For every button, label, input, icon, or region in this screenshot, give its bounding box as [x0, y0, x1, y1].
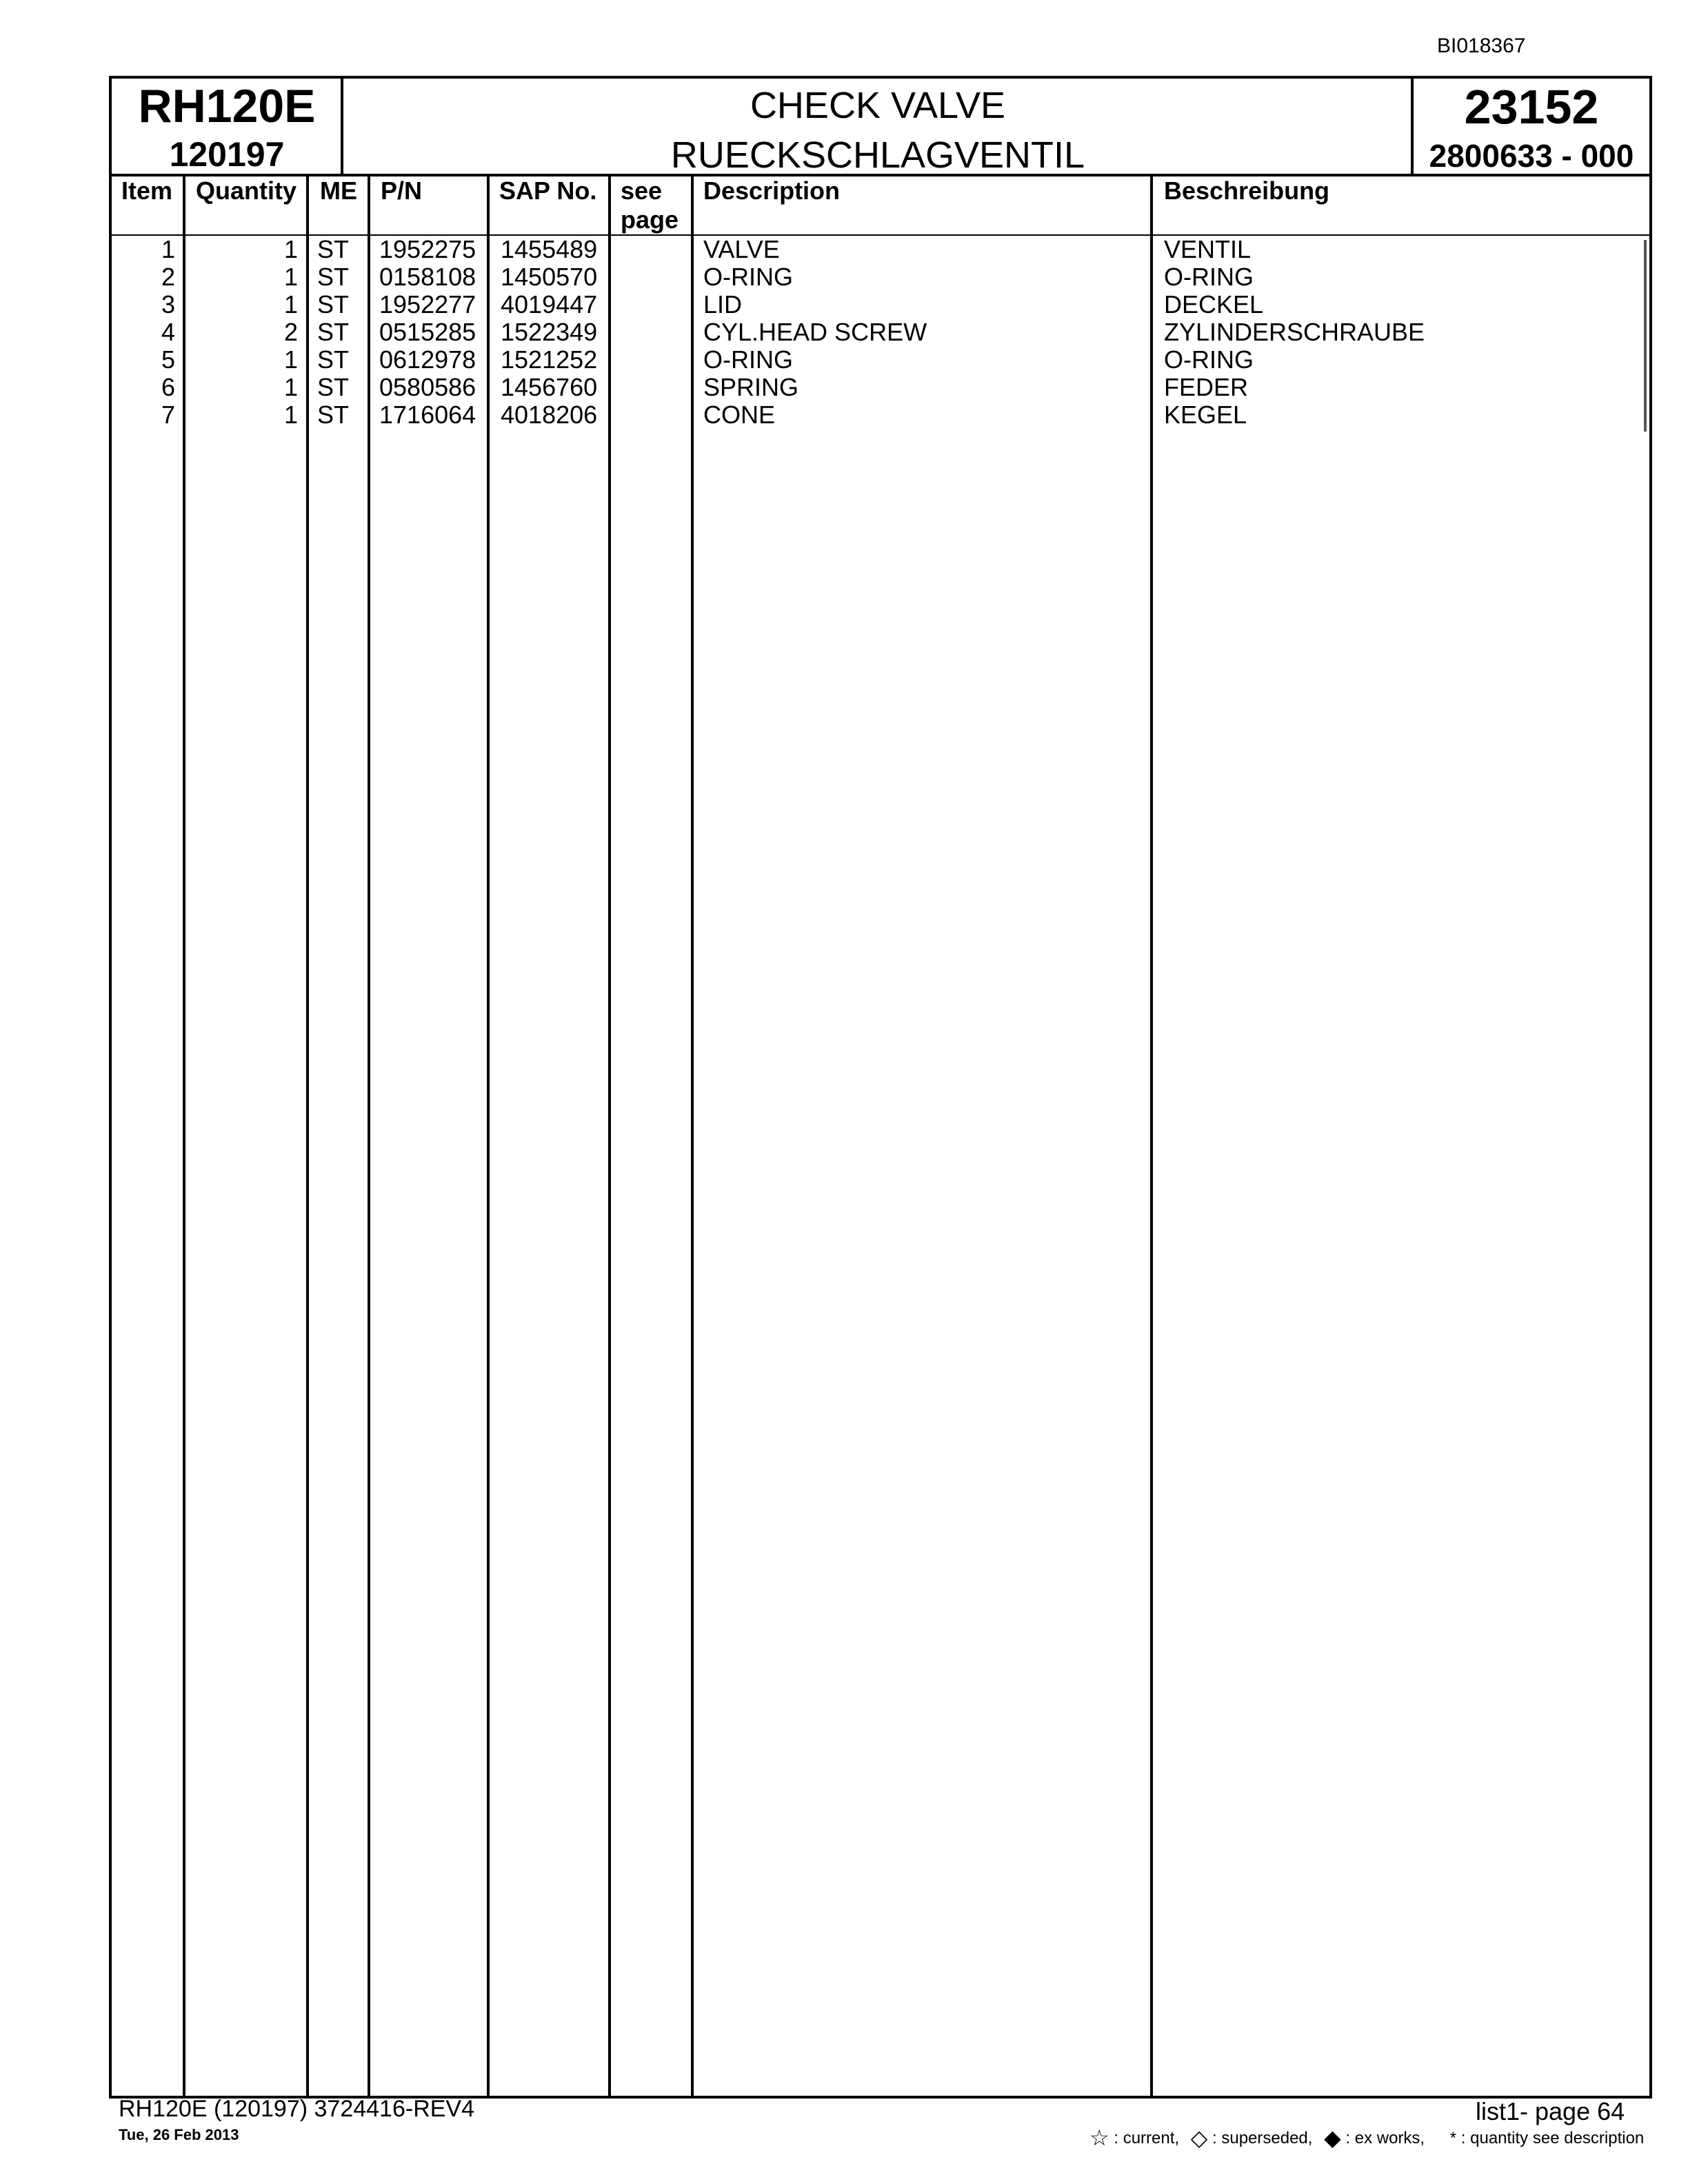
description-cell: LID — [703, 290, 743, 318]
column-divider — [608, 175, 611, 2097]
description-cell: O-RING — [703, 263, 793, 291]
column-header-quantity: Quantity — [196, 176, 297, 205]
me-cell: ST — [317, 373, 350, 401]
item-cell: 6 — [161, 373, 175, 401]
legend-quantity-note: * : quantity see description — [1449, 2129, 1645, 2147]
beschreibung-cell: ZYLINDERSCHRAUBE — [1164, 318, 1425, 346]
item-cell: 2 — [161, 263, 175, 291]
footer-legend — [1089, 2125, 1644, 2151]
diamond-filled-icon: ◆ — [1324, 2125, 1341, 2150]
model-name: RH120E — [138, 80, 316, 132]
group-number: 23152 — [1464, 80, 1599, 134]
column-header-beschreibung: Beschreibung — [1164, 176, 1330, 205]
column-divider — [487, 175, 490, 2097]
quantity-cell: 1 — [283, 373, 298, 401]
pn-cell: 0580586 — [379, 373, 476, 401]
sap-cell: 4018206 — [501, 401, 598, 429]
me-cell: ST — [317, 235, 350, 263]
beschreibung-cell: O-RING — [1164, 263, 1254, 291]
sap-cell: 1522349 — [501, 318, 598, 346]
me-cell: ST — [317, 401, 350, 429]
document-id: BI018367 — [1437, 34, 1526, 57]
title-german: RUECKSCHLAGVENTIL — [670, 134, 1085, 176]
column-divider — [183, 175, 185, 2097]
me-cell: ST — [317, 263, 350, 291]
pn-cell: 1952275 — [379, 235, 476, 263]
description-cell: SPRING — [703, 373, 799, 401]
beschreibung-cell: DECKEL — [1164, 290, 1264, 318]
column-header-description: Description — [703, 176, 841, 205]
quantity-cell: 1 — [283, 290, 298, 318]
pn-cell: 1952277 — [379, 290, 476, 318]
column-header-page: page — [621, 205, 679, 234]
item-cell: 7 — [161, 401, 175, 429]
pn-cell: 0612978 — [379, 345, 476, 374]
me-cell: ST — [317, 345, 350, 374]
beschreibung-cell: FEDER — [1164, 373, 1249, 401]
pn-cell: 0158108 — [379, 263, 476, 291]
assembly-number: 2800633 - 000 — [1429, 138, 1634, 174]
beschreibung-cell: O-RING — [1164, 345, 1254, 374]
column-header-see: see — [621, 176, 663, 205]
description-cell: CYL.HEAD SCREW — [703, 318, 927, 346]
footer-page-number: list1- page 64 — [1476, 2097, 1625, 2125]
beschreibung-cell: VENTIL — [1164, 235, 1252, 263]
sap-cell: 1450570 — [501, 263, 598, 291]
column-header-item: Item — [121, 176, 173, 205]
column-divider — [691, 175, 694, 2097]
legend-current: : current, — [1114, 2129, 1180, 2147]
beschreibung-cell: KEGEL — [1164, 401, 1247, 429]
quantity-cell: 1 — [283, 345, 298, 374]
sap-cell: 1521252 — [501, 345, 598, 374]
legend-superseded: : superseded, — [1212, 2129, 1313, 2147]
column-divider — [1150, 175, 1153, 2097]
diamond-outline-icon: ◇ — [1190, 2125, 1208, 2150]
footer-doc-ref: RH120E (120197) 3724416-REV4 — [119, 2096, 475, 2122]
item-cell: 5 — [161, 345, 175, 374]
description-cell: VALVE — [703, 235, 780, 263]
legend-ex-works: : ex works, — [1345, 2129, 1425, 2147]
title-english: CHECK VALVE — [750, 85, 1006, 126]
me-cell: ST — [317, 290, 350, 318]
vertical-scrollbar[interactable] — [1644, 240, 1647, 432]
item-cell: 3 — [161, 290, 175, 318]
column-divider — [306, 175, 309, 2097]
column-divider — [368, 175, 370, 2097]
quantity-cell: 1 — [283, 263, 298, 291]
description-cell: CONE — [703, 401, 776, 429]
column-header-me: ME — [320, 176, 357, 205]
column-header-see-page — [621, 176, 679, 234]
column-header-pn: P/N — [381, 176, 423, 205]
description-cell: O-RING — [703, 345, 793, 374]
pn-cell: 0515285 — [379, 318, 476, 346]
quantity-cell: 2 — [283, 318, 298, 346]
me-cell: ST — [317, 318, 350, 346]
column-header-sap: SAP No. — [499, 176, 597, 205]
sap-cell: 4019447 — [501, 290, 598, 318]
sap-cell: 1455489 — [501, 235, 598, 263]
quantity-cell: 1 — [283, 401, 298, 429]
pn-cell: 1716064 — [379, 401, 476, 429]
footer-date: Tue, 26 Feb 2013 — [119, 2126, 239, 2143]
serial-number: 120197 — [169, 135, 285, 174]
item-cell: 4 — [161, 318, 175, 346]
sap-cell: 1456760 — [501, 373, 598, 401]
star-outline-icon: ☆ — [1089, 2125, 1109, 2150]
quantity-cell: 1 — [283, 235, 298, 263]
item-cell: 1 — [161, 235, 175, 263]
